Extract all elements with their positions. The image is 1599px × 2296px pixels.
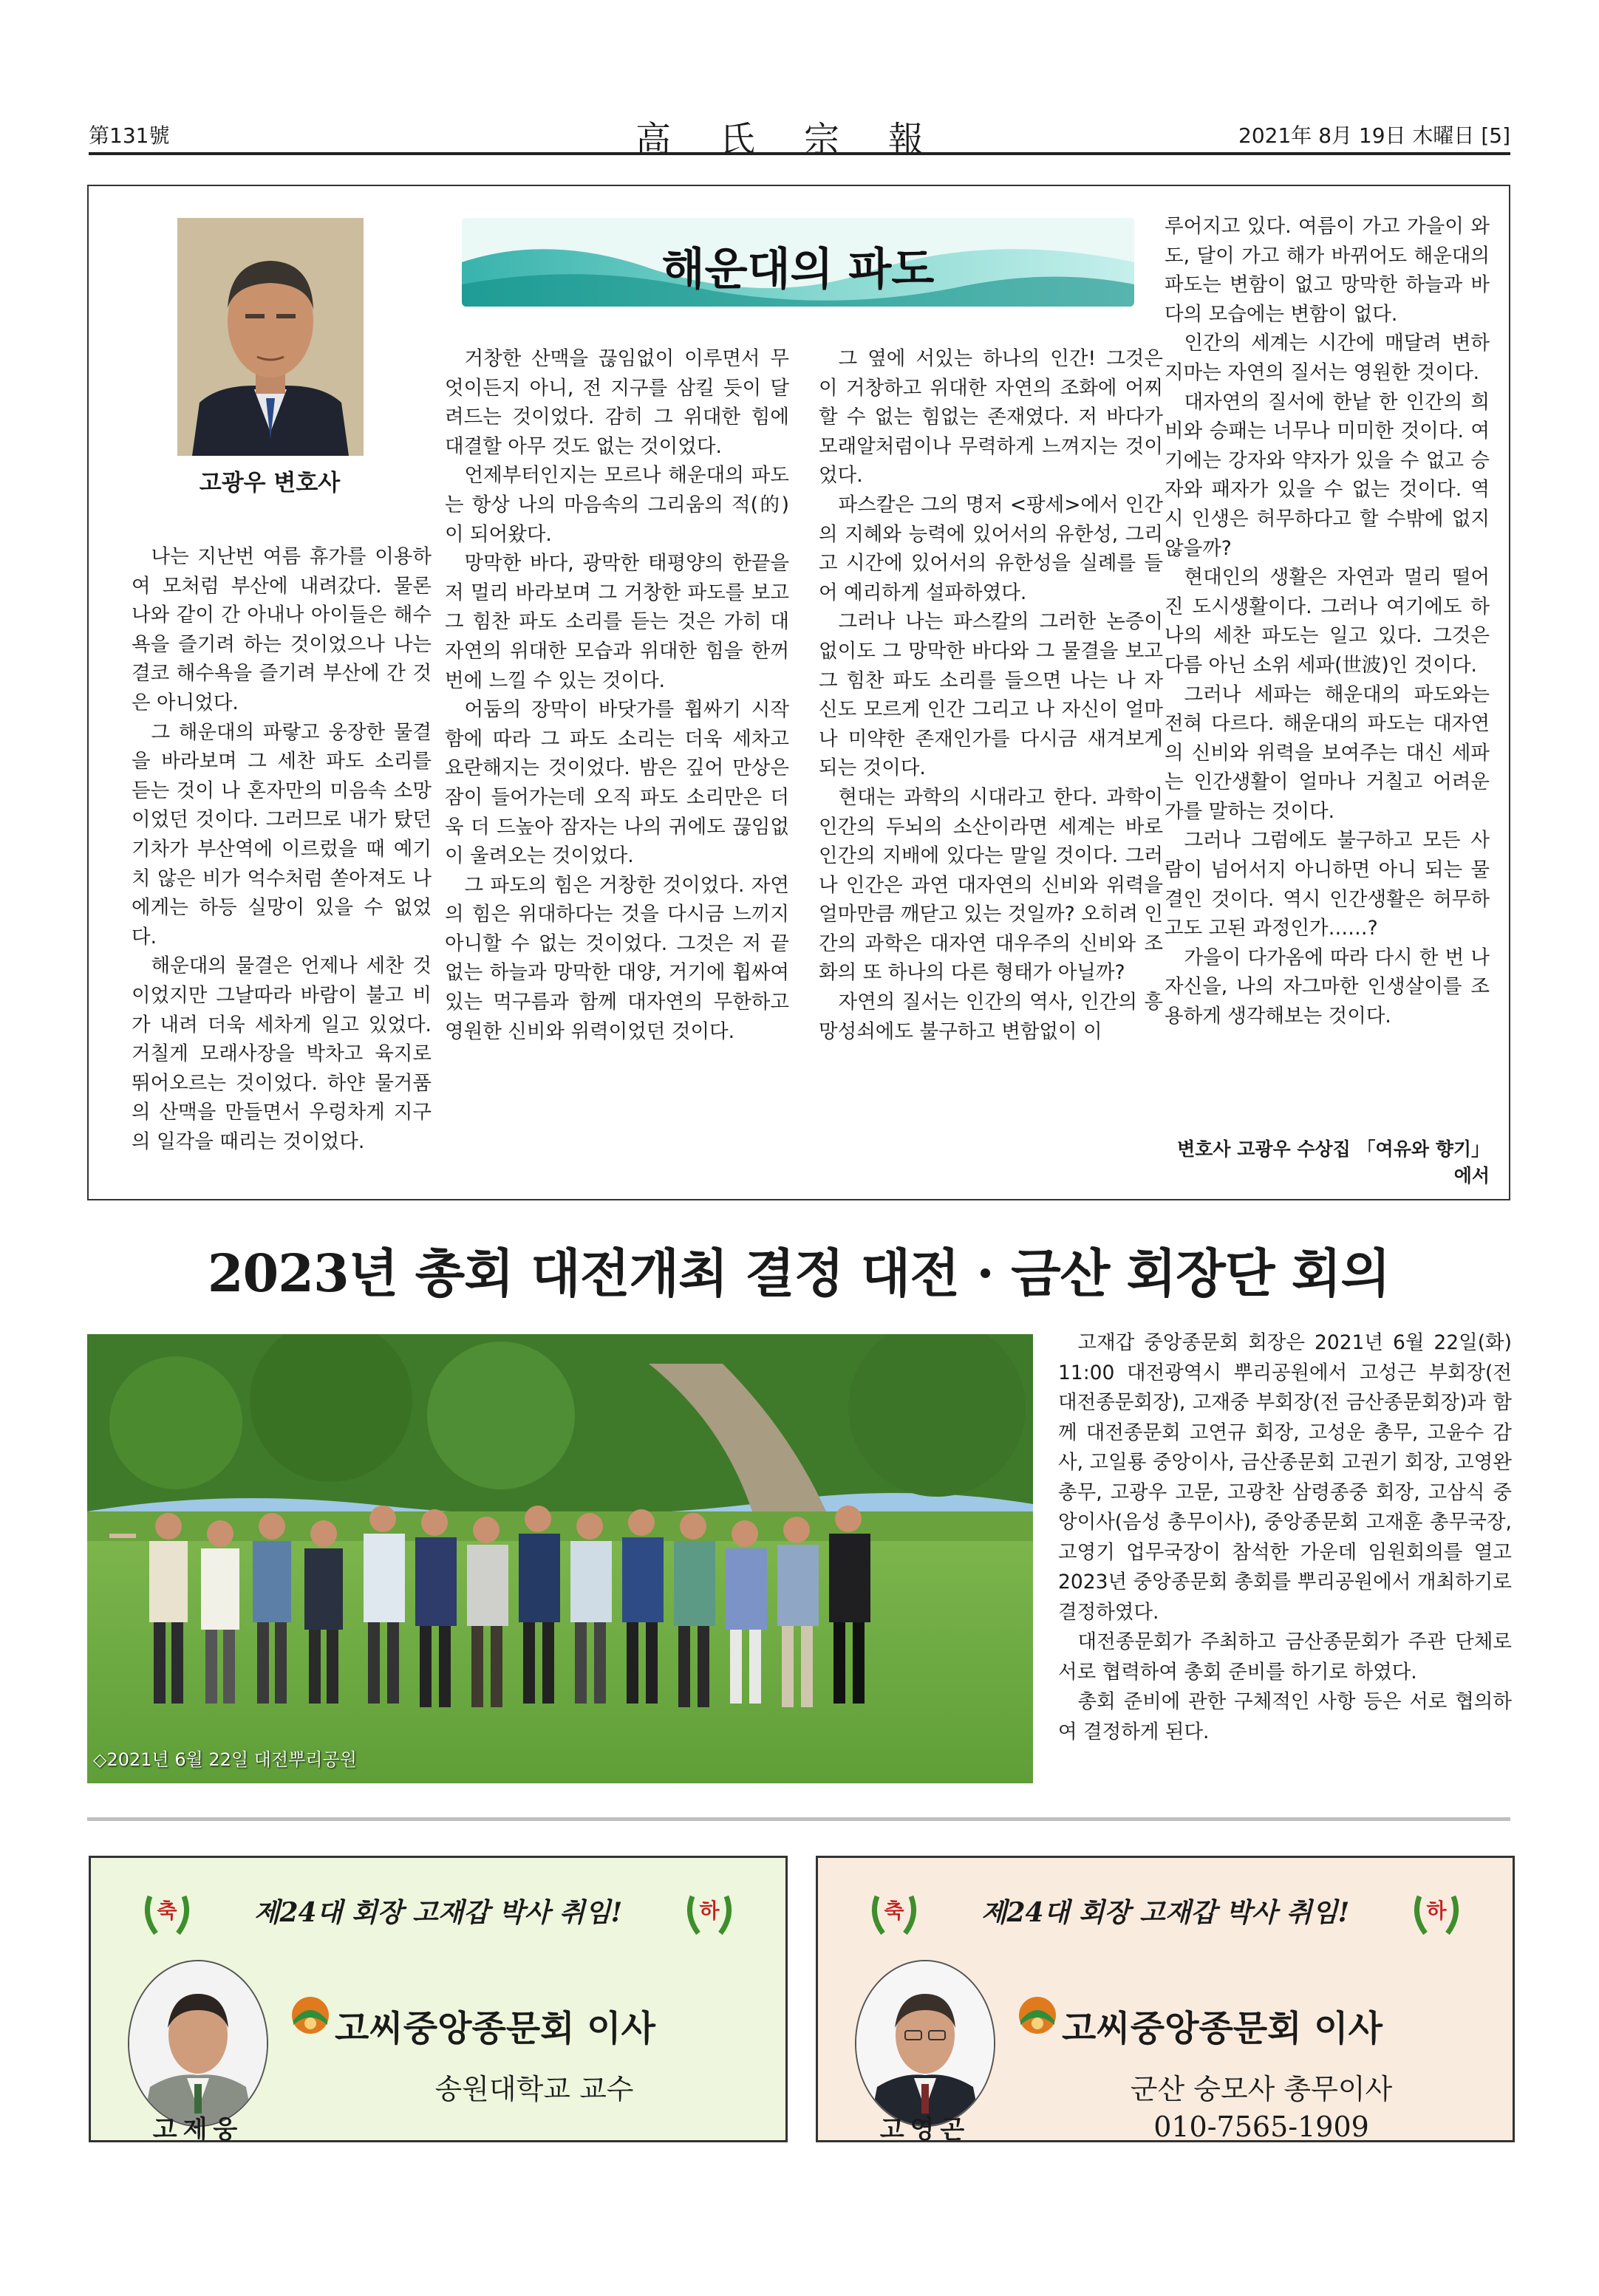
portrait-caption: 고광우 변호사 xyxy=(199,470,341,496)
essay-paragraph: 해운대의 물결은 언제나 세찬 것이었지만 그날따라 바람이 불고 비가 내려 더욱 세차게 일고 있었다. 거칠게 모래사장을 박차고 육지로 뛰어오르는 것이었다. 하얀 물거품의 산맥을 만들면서 우렁차게 지구의 일각을 때리는 것이었다. xyxy=(132,954,432,1153)
essay-credit: 변호사 고광우 수상집 「여유와 향기」에서 xyxy=(1177,1138,1490,1186)
congratulation-ad-1 xyxy=(89,1856,788,2145)
essay-paragraph: 파스칼은 그의 명저 <팡세>에서 인간의 지혜와 능력에 있어서의 유한성, 그리고 시간에 있어서의 유한성을 실례를 들어 예리하게 설파하였다. xyxy=(819,493,1163,604)
group-photo xyxy=(87,1334,1033,1783)
clan-logo-icon xyxy=(290,1995,330,2038)
chuk-label: 축 xyxy=(157,1899,177,1923)
essay-paragraph: 현대인의 생활은 자연과 멀리 떨어진 도시생활이다. 그러나 여기에도 하나의 세찬 파도는 일고 있다. 그것은 다름 아닌 소위 세파(世波)인 것이다. xyxy=(1165,566,1490,677)
news-headline: 2023년 총회 대전개최 결정 대전 · 금산 회장단 회의 xyxy=(207,1243,1391,1304)
ad-portrait xyxy=(128,1960,268,2127)
ad-banner-text: 제24대 회장 고재갑 박사 취임! xyxy=(253,1897,623,1928)
essay-paragraph: 거창한 산맥을 끊임없이 이루면서 무엇이든지 아니, 전 지구를 삼킬 듯이 달려드는 것이었다. 감히 그 위대한 힘에 대결할 아무 것도 없는 것이었다. xyxy=(445,347,789,458)
ad-portrait xyxy=(855,1960,995,2127)
ad-person-name: 고제웅 xyxy=(152,2115,244,2145)
ad-contact-line: 010-7565-1909 xyxy=(1153,2111,1369,2143)
essay-column-3 xyxy=(819,344,1163,1046)
essay-paragraph: 자연의 질서는 인간의 역사, 인간의 흥망성쇠에도 불구하고 변함없이 이 xyxy=(819,991,1163,1043)
news-body xyxy=(1058,1328,1512,1747)
news-paragraph: 대전종문회가 주최하고 금산종문회가 주관 단체로 서로 협력하여 총회 준비를 하기로 하였다. xyxy=(1058,1630,1512,1684)
ad-title-line: 군산 숭모사 총무이사 xyxy=(1130,2073,1393,2105)
congratulation-ad-2 xyxy=(816,1856,1515,2145)
essay-column-1 xyxy=(132,542,432,1156)
essay-paragraph: 그러나 세파는 해운대의 파도와는 전혀 다르다. 해운대의 파도는 대자연의 신비와 위력을 보여주는 대신 세파는 인간생활이 얼마나 거칠고 어려운가를 말하는 것이다. xyxy=(1165,683,1490,823)
essay-paragraph: 루어지고 있다. 여름이 가고 가을이 와도, 달이 가고 해가 바뀌어도 해운대의 파도는 변함이 없고 망막한 하늘과 바다의 모습에는 변함이 없다. xyxy=(1165,215,1490,326)
essay-paragraph: 그러나 그럼에도 불구하고 모든 사람이 넘어서지 아니하면 아니 되는 물결인 것이다. 역시 인간생활은 허무하고도 고된 과정인가……? xyxy=(1165,829,1490,940)
essay-paragraph: 가을이 다가옴에 따라 다시 한 번 나자신을, 나의 자그마한 인생살이를 조용하게 생각해보는 것이다. xyxy=(1165,946,1490,1028)
ad-organization: 고씨중앙종문회 이사 xyxy=(1062,2008,1383,2049)
clan-logo-icon xyxy=(1017,1995,1057,2038)
essay-paragraph: 언제부터인지는 모르나 해운대의 파도는 항상 나의 마음속의 그리움의 적(的)이 되어왔다. xyxy=(445,464,789,546)
ad-organization: 고씨중앙종문회 이사 xyxy=(335,2008,656,2049)
essay-column-4 xyxy=(1165,212,1490,1031)
ha-label: 하 xyxy=(1426,1899,1447,1923)
essay-paragraph: 현대는 과학의 시대라고 한다. 과학이 인간의 두뇌의 소산이라면 세계는 바로 인간의 지배에 있다는 말일 것이다. 그러나 인간은 과연 대자연의 신비와 위력을 얼마만큼 깨닫고 있는 것일까? 오히려 인간의 과학은 대자연 대우주의 신비와 조화의 또 하나의 다른 형태가 아닐까? xyxy=(819,785,1163,985)
news-paragraph: 총회 준비에 관한 구체적인 사항 등은 서로 협의하여 결정하게 된다. xyxy=(1058,1690,1512,1743)
ad-person-name: 고영곤 xyxy=(879,2115,971,2145)
essay-paragraph: 그 옆에 서있는 하나의 인간! 그것은 이 거창하고 위대한 자연의 조화에 어찌할 수 없는 힘없는 존재였다. 저 바다가 모래알처럼이나 무력하게 느껴지는 것이었다. xyxy=(819,347,1163,488)
ha-label: 하 xyxy=(699,1899,720,1923)
essay-headline-banner xyxy=(462,218,1134,307)
ad-title-line: 송원대학교 교수 xyxy=(434,2073,634,2105)
issue-number: 第131號 xyxy=(89,123,170,148)
chuk-label: 축 xyxy=(884,1899,904,1923)
essay-paragraph: 나는 지난번 여름 휴가를 이용하여 모처럼 부산에 내려갔다. 물론 나와 같이 간 아내나 아이들은 해수욕을 즐기려 하는 것이었으나 나는 결코 해수욕을 즐기려 부산에 간 것은 아니었다. xyxy=(132,545,432,714)
photo-caption: ◇2021년 6월 22일 대전뿌리공원 xyxy=(93,1749,357,1770)
header-rule xyxy=(89,152,1510,155)
section-divider xyxy=(87,1817,1510,1821)
news-paragraph: 고재갑 중앙종문회 회장은 2021년 6월 22일(화) 11:00 대전광역시 뿌리공원에서 고성근 부회장(전 대전종문회장), 고재중 부회장(전 금산종문회장)과 함께 대전종문회 고연규 회장, 고성운 총무, 고윤수 감사, 고일룡 중앙이사, 금산종문회 고권기 회장, 고영완 총무, 고광우 고문, 고광찬 삼령종중 회장, 고삼식 중앙이사(음성 총무이사), 중앙종문회 고재훈 총무국장, 고영기 업무국장이 참석한 가운데 임원회의를 열고 2023년 중앙종문회 총회를 뿌리공원에서 개최하기로 결정하였다. xyxy=(1058,1331,1512,1624)
essay-paragraph: 대자연의 질서에 한낱 한 인간의 희비와 승패는 너무나 미미한 것이다. 여기에는 강자와 약자가 있을 수 없고 승자와 패자가 있을 수 없는 것이다. 역시 인생은 허무하다고 할 수밖에 없지 않을까? xyxy=(1165,390,1490,560)
essay-paragraph: 인간의 세계는 시간에 매달려 변하지마는 자연의 질서는 영원한 것이다. xyxy=(1165,332,1490,384)
essay-paragraph: 그 파도의 힘은 거창한 것이었다. 자연의 힘은 위대하다는 것을 다시금 느끼지 아니할 수 없는 것이었다. 그것은 저 끝없는 하늘과 망막한 대양, 거기에 휩싸여 있는 먹구름과 함께 대자연의 무한하고 영원한 신비와 위력이었던 것이다. xyxy=(445,873,789,1043)
newspaper-title: 高氏宗報 xyxy=(635,119,973,160)
essay-paragraph: 어둠의 장막이 바닷가를 휩싸기 시작함에 따라 그 파도 소리는 더욱 세차고 요란해지는 것이었다. 밤은 깊어 만상은 잠이 들어가는데 오직 파도 소리만은 더욱 더 드높아 잠자는 나의 귀에도 끊임없이 울려오는 것이었다. xyxy=(445,698,789,868)
essay-headline: 해운대의 파도 xyxy=(661,244,935,295)
essay-paragraph: 그러나 나는 파스칼의 그러한 논증이 없이도 그 망막한 바다와 그 물결을 보고 그 힘찬 파도 소리를 들으면 나는 나 자신도 모르게 인간 그리고 나 자신이 얼마나 미약한 존재인가를 다시금 새겨보게 되는 것이다. xyxy=(819,610,1163,780)
essay-paragraph: 망막한 바다, 광막한 태평양의 한끝을 저 멀리 바라보며 그 거창한 파도를 보고 그 힘찬 파도 소리를 듣는 것은 가히 대자연의 위대한 모습과 위대한 힘을 한꺼번에 느낄 수 있는 것이다. xyxy=(445,552,789,692)
issue-date: 2021年 8月 19日 木曜日 [5] xyxy=(1238,123,1510,148)
ad-banner-text: 제24대 회장 고재갑 박사 취임! xyxy=(981,1897,1350,1928)
essay-column-2 xyxy=(445,344,789,1046)
essay-paragraph: 그 해운대의 파랗고 웅장한 물결을 바라보며 그 세찬 파도 소리를 듣는 것이 나 혼자만의 미음속 소망이었던 것이다. 그러므로 내가 탔던 기차가 부산역에 이르렀을 때 예기치 않은 비가 억수처럼 쏟아져도 나에게는 하등 실망이 있을 수 없었다. xyxy=(132,720,432,949)
author-portrait xyxy=(177,218,364,456)
